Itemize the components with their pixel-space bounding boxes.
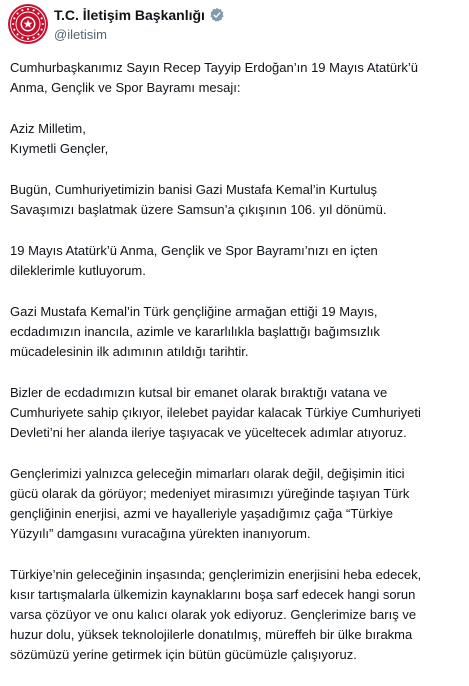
tweet-paragraph: Aziz Milletim, Kıymetli Gençler, [10,121,109,156]
avatar[interactable] [8,4,48,44]
presidency-seal-icon [8,4,48,44]
tweet-paragraph: Gençlerimizi yalnızca geleceğin mimarları olarak değil, değişimin itici gücü olarak da görüyor; medeniyet mirasımızı yüreğinde taşıyan Türk gençliğinin enerjisi, azmi ve hayalleriyle yaşadığımız çağa “Türkiye Yüzyılı” damgasını vuracağına yürekten inanıyorum. [10,466,410,541]
seal-star [12,23,14,25]
seal-star [41,29,43,31]
seal-star [27,8,29,10]
verified-badge-icon [209,7,225,23]
seal-star [13,29,15,31]
display-name[interactable]: T.C. İletişim Başkanlığı [54,7,205,23]
seal-star [41,17,43,19]
seal-star [37,12,39,14]
seal-star [33,37,35,39]
seal-star [16,33,18,35]
seal-star [37,33,39,35]
tweet-paragraph: Türkiye’nin geleceğinin inşasında; gençlerimizin enerjisini heba edecek, kısır tartışmalarla ülkemizin kaynaklarını boşa sarf edecek hangi sorun varsa çözüyor ve onu kalıcı olarak yok ediyoruz. Gençlerimize barış ve huzur dolu, yüksek teknolojilerle donatılmış, müreffeh bir ülke bırakma sözümüzü yerine getirmek için bütün gücümüzle çalışıyoruz. [10,567,422,662]
seal-star [16,12,18,14]
tweet-paragraph: Cumhurbaşkanımız Sayın Recep Tayyip Erdoğan’ın 19 Mayıs Atatürk’ü Anma, Gençlik ve Spor Bayramı mesajı: [10,60,419,95]
seal-star [27,38,29,40]
tweet-header [8,4,461,48]
seal-star [42,23,44,25]
seal-star [13,17,15,19]
tweet-body [10,58,462,686]
seal-star [21,37,23,39]
name-row [54,7,225,23]
tweet-paragraph: Bizler de ecdadımızın kutsal bir emanet olarak bıraktığı vatana ve Cumhuriyete sahip çıkıyor, ilelebet payidar kalacak Türkiye Cumhuriyeti Devleti’ni her alanda ileriye taşıyacak ve yüceltecek adımlar atıyoruz. [10,385,421,440]
account-handle[interactable]: @iletisim [54,27,107,42]
tweet-paragraph: Bugün, Cumhuriyetimizin banisi Gazi Mustafa Kemal’in Kurtuluş Savaşımızı başlatmak üzere Samsun’a çıkışının 106. yıl dönümü. [10,182,387,217]
seal-star [21,9,23,11]
tweet-paragraph: 19 Mayıs Atatürk’ü Anma, Gençlik ve Spor Bayramı’nızı en içten dileklerimle kutluyorum. [10,243,378,278]
tweet-paragraph: Gazi Mustafa Kemal’in Türk gençliğine armağan ettiği 19 Mayıs, ecdadımızın inancıla, azimle ve kararlılıkla başlattığı bağımsızlık mücadelesinin ilk adımının atıldığı tarihtir. [10,304,380,359]
seal-star [33,9,35,11]
